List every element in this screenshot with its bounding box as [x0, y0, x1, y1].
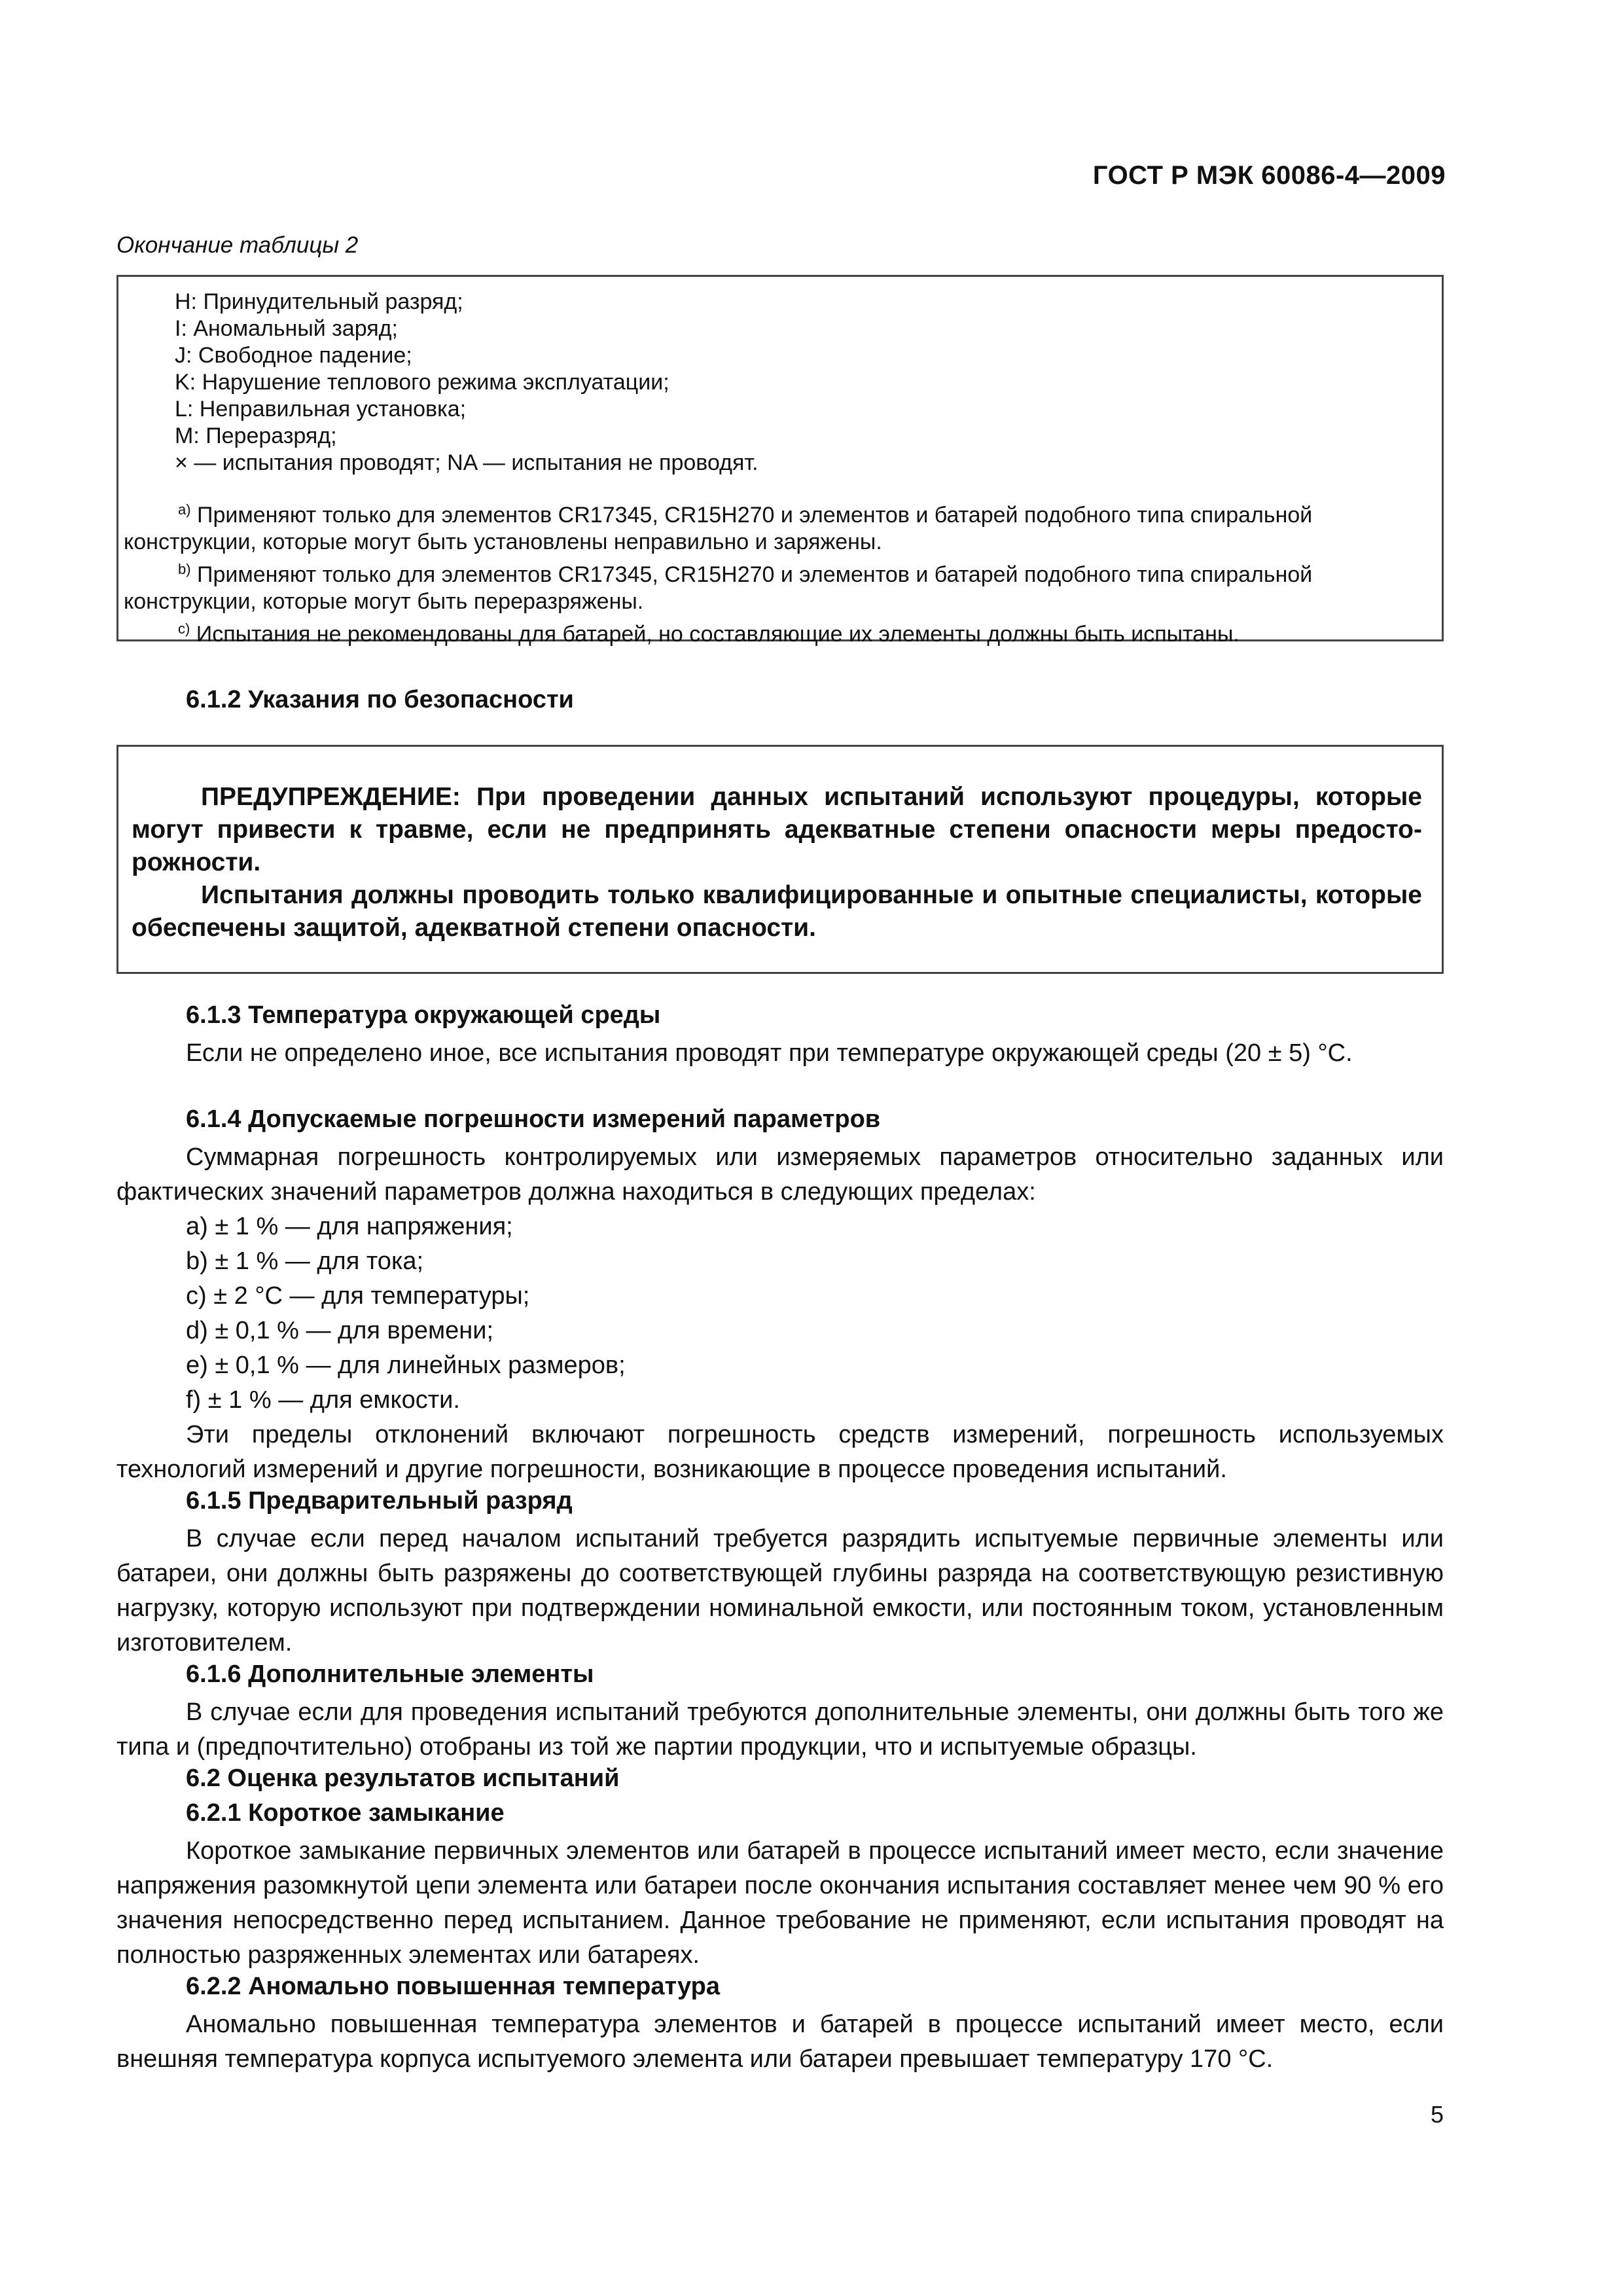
- legend-list: [175, 289, 758, 476]
- list-item: b) ± 1 % — для тока;: [186, 1247, 424, 1275]
- section-heading-6-2: 6.2 Оценка результатов испытаний: [186, 1765, 620, 1792]
- section-heading-6-1-3: 6.1.3 Температура окружающей среды: [186, 1001, 661, 1029]
- list-item: e) ± 0,1 % — для линейных размеров;: [186, 1352, 626, 1379]
- paragraph-6-1-4-note-text: Эти пределы отклонений включают погрешность средств измерений, погрешность используемых технологий измерений и другие погрешности, возникающие в процессе проведения испытаний.: [116, 1421, 1444, 1483]
- footnote-b-line2: конструкции, которые могут быть переразряжены.: [124, 589, 644, 614]
- paragraph-6-1-4: [116, 1140, 1444, 1210]
- footnote-c-mark: c): [178, 620, 190, 637]
- paragraph-6-1-5-text: В случае если перед началом испытаний требуется разрядить испытуемые первичные элементы или батареи, они должны быть разряжены до соответствующей глубины разряда на соответствующую резистивную нагрузку, которую используют при подтверждении номинальной емкости, или постоянным током, установленным изготовителем.: [116, 1525, 1444, 1657]
- list-item: c) ± 2 °С — для температуры;: [186, 1282, 530, 1310]
- table-caption: Окончание таблицы 2: [116, 232, 359, 258]
- document-code: ГОСТ Р МЭК 60086-4—2009: [1092, 161, 1446, 190]
- tolerance-list: [186, 1210, 626, 1418]
- footnote-a: [124, 496, 1434, 529]
- table-footnotes: [124, 496, 1434, 648]
- table-legend-box: [116, 275, 1444, 647]
- paragraph-6-2-1: [116, 1834, 1444, 1973]
- list-item: a) ± 1 % — для напряжения;: [186, 1213, 513, 1240]
- page-number: 5: [1430, 2101, 1444, 2128]
- paragraph-6-1-6: [116, 1695, 1444, 1765]
- paragraph-6-2-2-text: Аномально повышенная температура элементов и батарей в процессе испытаний имеет место, если внешняя температура корпуса испытуемого элемента или батареи превышает температуру 170 °С.: [116, 2011, 1444, 2073]
- list-item: f) ± 1 % — для емкости.: [186, 1386, 460, 1414]
- warning-box: [116, 745, 1444, 974]
- footnote-c: [124, 615, 1434, 648]
- list-item: d) ± 0,1 % — для времени;: [186, 1317, 494, 1344]
- paragraph-6-1-5: [116, 1522, 1444, 1660]
- section-heading-6-1-6: 6.1.6 Дополнительные элементы: [186, 1660, 594, 1688]
- paragraph-6-1-4-text: Суммарная погрешность контролируемых или измеряемых параметров относительно заданных или фактических значений параметров должна находиться в следующих пределах:: [116, 1143, 1444, 1206]
- section-heading-6-2-1: 6.2.1 Короткое замыкание: [186, 1799, 505, 1827]
- legend-item-symbols: × — испытания проводят; NA — испытания не проводят.: [175, 450, 758, 475]
- paragraph-6-2-2: [116, 2007, 1444, 2077]
- footnote-b-mark: b): [178, 561, 191, 577]
- legend-item-h: H: Принудительный разряд;: [175, 289, 463, 314]
- section-heading-6-1-4: 6.1.4 Допускаемые погрешности измерений параметров: [186, 1105, 881, 1133]
- legend-item-l: L: Неправильная установка;: [175, 397, 467, 422]
- paragraph-6-2-1-text: Короткое замыкание первичных элементов или батарей в процессе испытаний имеет место, если значение напряжения разомкнутой цепи элемента или батареи после окончания испытания составляет менее чем 90 % его значения непосредственно перед испытанием. Данное требование не применяют, если испытания проводят на полностью разряженных элементах или батареях.: [116, 1837, 1444, 1969]
- warning-paragraph-1: ПРЕДУПРЕЖДЕНИЕ: При проведении данных испытаний используют процедуры, которые могут привести к травме, если не предпринять адекватные степени опасности меры предосто-рожности.: [132, 783, 1422, 876]
- paragraph-6-1-3: [116, 1036, 1444, 1071]
- paragraph-6-1-3-text: Если не определено иное, все испытания проводят при температуре окружающей среды (20 ± 5) °С.: [186, 1039, 1353, 1067]
- footnote-a-mark: a): [178, 501, 191, 518]
- section-heading-6-1-2: 6.1.2 Указания по безопасности: [186, 686, 574, 713]
- footnote-c-line1: Испытания не рекомендованы для батарей, но составляющие их элементы должны быть испытаны.: [190, 622, 1240, 647]
- section-heading-6-1-5: 6.1.5 Предварительный разряд: [186, 1487, 573, 1515]
- footnote-b-line1: Применяют только для элементов CR17345, CR15H270 и элементов и батарей подобного типа спиральной: [190, 562, 1313, 587]
- legend-item-m: M: Переразряд;: [175, 423, 337, 448]
- paragraph-6-1-6-text: В случае если для проведения испытаний требуются дополнительные элементы, они должны быть того же типа и (предпочтительно) отобраны из той же партии продукции, что и испытуемые образцы.: [116, 1698, 1444, 1761]
- section-heading-6-2-2: 6.2.2 Аномально повышенная температура: [186, 1973, 721, 2000]
- legend-item-i: I: Аномальный заряд;: [175, 316, 398, 341]
- warning-paragraph-2: Испытания должны проводить только квалифицированные и опытные специалисты, которые обеспечены защитой, адекватной степени опасности.: [132, 881, 1422, 942]
- paragraph-6-1-4-note: [116, 1418, 1444, 1487]
- legend-item-j: J: Свободное падение;: [175, 343, 412, 368]
- footnote-a-line2: конструкции, которые могут быть установлены неправильно и заряжены.: [124, 529, 882, 554]
- legend-item-k: K: Нарушение теплового режима эксплуатации;: [175, 370, 669, 395]
- footnote-a-line1: Применяют только для элементов CR17345, CR15H270 и элементов и батарей подобного типа спиральной: [190, 503, 1313, 528]
- footnote-b: [124, 556, 1434, 588]
